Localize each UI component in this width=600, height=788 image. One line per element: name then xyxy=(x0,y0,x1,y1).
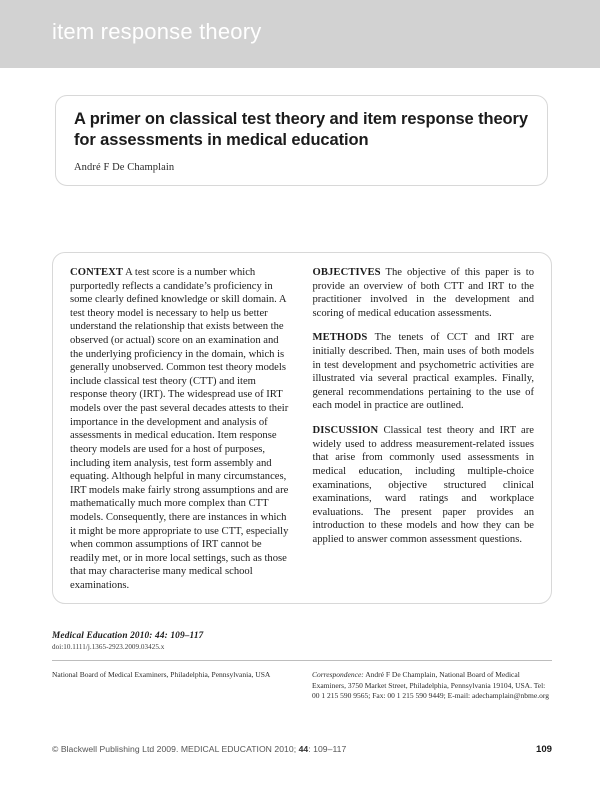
article-author: André F De Champlain xyxy=(74,161,175,173)
abstract-column-left xyxy=(70,266,292,604)
journal-citation: Medical Education 2010: 44: 109–117 xyxy=(52,631,204,641)
footer-columns xyxy=(52,670,552,702)
footer-column-affiliation xyxy=(52,670,291,702)
footer-column-correspondence xyxy=(312,670,551,702)
abstract-body-discussion: Classical test theory and IRT are widely used to address measurement-related issues that arise from commonly used assessments in medical education, including multiple-choice examinations, objective structured clinical examinations, ward ratings and workplace evaluations. The present paper provides an introduction to these models and how they can be applied to answer common assessment questions. xyxy=(312,425,534,545)
correspondence-label: Correspondence: xyxy=(312,670,364,679)
abstract-section-methods xyxy=(313,331,535,413)
running-head-band xyxy=(0,0,600,68)
copyright-suffix: : 109–117 xyxy=(308,744,347,754)
citation-block xyxy=(52,631,552,702)
footer-divider xyxy=(52,660,552,661)
title-card-inner xyxy=(56,96,547,173)
abstract-body-context: A test score is a number which purportedly reflects a candidate’s proficiency in some clearly defined knowledge or skill domain. A test theory model is necessary to help us better understand the relationship that exists between the observed (or actual) score on an examination and the underlying proficiency in the domain, which is generally unobserved. Common test theory models include classical test theory (CTT) and item response theory (IRT). The widespread use of IRT models over the past several decades attests to their importance in the development and analysis of assessments in medical education. Item response theory models are used for a host of purposes, including item analysis, test form assembly and equating. Although helpful in many circumstances, IRT models make fairly strong assumptions and are mathematically much more complex than CTT models. Consequently, there are instances in which it might be more appropriate to use CTT, especially when common assumptions of IRT cannot be readily met, or in more local settings, such as those that may characterise many medical school examinations. xyxy=(70,267,289,592)
article-title: A primer on classical test theory and item response theory for assessments in medical education xyxy=(74,110,528,150)
abstract-columns xyxy=(53,253,551,604)
copyright-text xyxy=(52,744,346,754)
copyright-bar xyxy=(52,744,552,755)
abstract-section-discussion xyxy=(313,424,535,546)
page-number: 109 xyxy=(535,744,552,755)
abstract-label-methods: METHODS xyxy=(312,332,368,344)
copyright-prefix: © Blackwell Publishing Ltd 2009. MEDICAL EDUCATION 2010; xyxy=(52,744,299,754)
abstract-label-context: CONTEXT xyxy=(70,267,124,278)
abstract-section-context xyxy=(70,266,292,593)
copyright-volume: 44 xyxy=(298,744,309,754)
correspondence-block xyxy=(312,670,551,702)
abstract-section-objectives xyxy=(313,266,535,320)
doi-text[interactable]: doi:10.1111/j.1365-2923.2009.03425.x xyxy=(52,643,165,651)
abstract-card xyxy=(52,252,552,604)
running-head-title: item response theory xyxy=(52,19,262,44)
title-card xyxy=(55,95,548,186)
abstract-body-methods: The tenets of CCT and IRT are initially described. Then, main uses of both models in test development and psychometric activities are illustrated via several practical examples. Finally, general recommendations pertaining to the use of each model in practice are outlined. xyxy=(312,332,534,412)
abstract-label-discussion: DISCUSSION xyxy=(312,425,379,437)
abstract-column-right xyxy=(313,266,535,604)
abstract-body-objectives: The objective of this paper is to provide an overview of both CTT and IRT to the practitioner involved in the development and scoring of medical education assessments. xyxy=(312,267,534,319)
author-affiliation: National Board of Medical Examiners, Philadelphia, Pennsylvania, USA xyxy=(52,670,271,679)
correspondence-details: André F De Champlain, National Board of Medical Examiners, 3750 Market Street, Philadelphia, Pennsylvania 19104, USA. Tel: 00 1 215 590 9565; Fax: 00 1 215 590 9449; E-mail: adechamplain@nbme.org xyxy=(312,670,549,701)
abstract-label-objectives: OBJECTIVES xyxy=(312,267,381,278)
